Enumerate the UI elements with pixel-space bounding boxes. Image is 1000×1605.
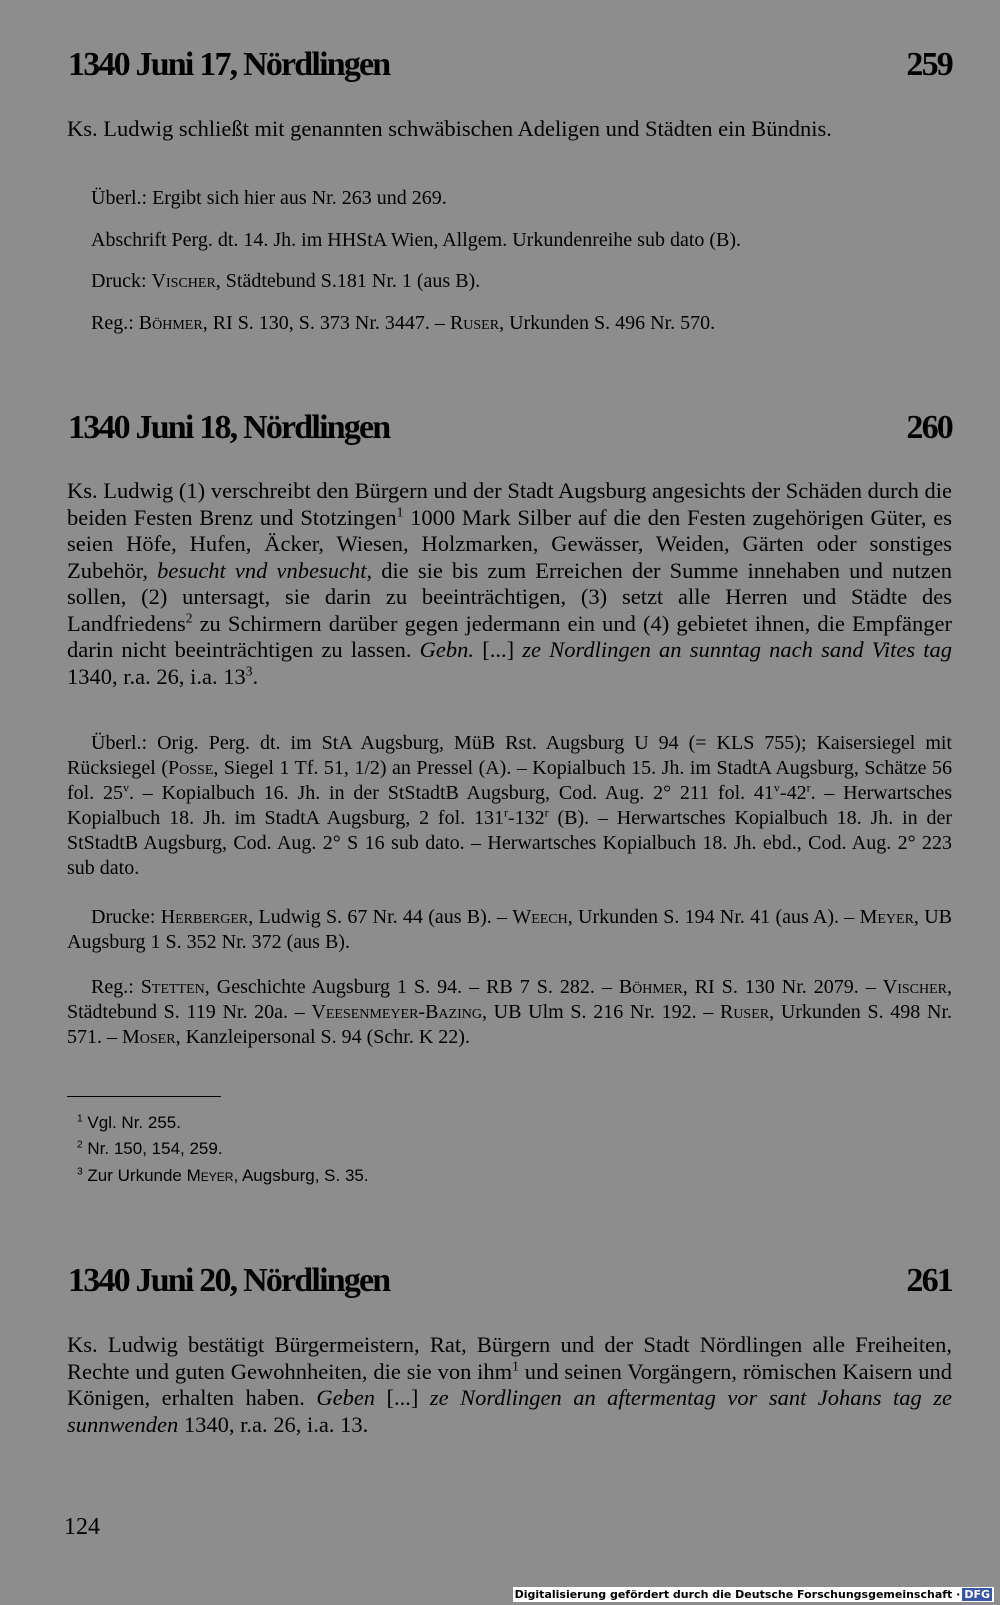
digitization-credit [513,1587,994,1602]
text: 1000 Mark Silber auf die den Festen zugehörigen Güter, es seien Höfe, Hufen, Äcker, Wiesen, Holzmarken, Gewässer, Weiden, Gärten oder sonstiges Zubehör, [67,504,953,583]
text: . – Kopialbuch 16. Jh. in der StStadtB Augsburg, Cod. Aug. 2° 211 fol. 41 [129,782,774,804]
quote: ze Nordlingen an sunntag nach sand Vites tag [522,637,953,662]
entry-259-abschrift: Abschrift Perg. dt. 14. Jh. im HHStA Wien, Allgem. Urkundenreihe sub dato (B). [91,229,742,251]
entry-number: 259 [906,46,952,83]
author: Veesenmeyer-Bazing [311,1001,482,1023]
author: Moser [122,1026,176,1048]
footnote-2 [77,1139,223,1159]
entry-date-place: 1340 Juni 18, Nördlingen [68,409,390,446]
author: Vischer [151,270,216,292]
entry-260-uberlieferung [67,731,952,881]
author: Ruser [449,312,500,334]
entry-260-summary [67,478,952,690]
footnote-ref: 1 [396,504,404,519]
footnote-number: 1 [77,1113,83,1125]
text: Überl.: Orig. Perg. dt. im StA Augsburg, MüB Rst. Augsburg U 94 (= KLS 755); Kaisersiegel mit Rücksiegel ( [67,732,952,779]
text: und seinen Vorgängern, römischen Kaisern und Königen, erhalten haben. [67,1358,952,1410]
text: . – Herwartsches Kopialbuch 18. Jh. im StadtA Augsburg, 2 fol. 131 [67,782,953,829]
text: Ks. Ludwig (1) verschreibt den Bürgern und der Stadt Augsburg angesichts der Schäden durch die beiden Festen Brenz und Stotzingen [67,478,952,530]
author: Ruser [719,1001,770,1023]
text: [...] [375,1385,430,1410]
citation: , Urkunden S. 496 Nr. 570. [499,312,716,334]
folio-side: v [773,780,780,795]
footnote-text: Zur Urkunde [87,1166,187,1185]
footnote-number: 3 [77,1166,83,1178]
text: zu Schirmern darüber gegen jedermann ein und (4) gebietet ihnen, die Empfänger darin nicht beeinträchtigen zu lassen. [67,610,952,662]
text: -132 [507,807,545,829]
citation: , RI S. 130 Nr. 2079. – [682,976,883,998]
text: (B). – Herwartsches Kopialbuch 18. Jh. in der StStadtB Augsburg, Cod. Aug. 2° S 16 sub dato. – Herwartsches Kopialbuch 18. Jh. ebd., Cod. Aug. 2° 223 sub dato. [67,807,952,879]
quote: Geben [316,1385,376,1410]
entry-number: 261 [906,1262,952,1299]
text: -42 [779,782,807,804]
author: Böhmer [138,312,203,334]
citation: , UB Augsburg 1 S. 352 Nr. 372 (aus B). [67,906,952,953]
footnote-text: , Augsburg, S. 35. [233,1166,369,1185]
entry-261-heading [68,1262,952,1300]
text: 1340, r.a. 26, i.a. 13. [178,1411,369,1437]
entry-date-place: 1340 Juni 20, Nördlingen [68,1262,390,1299]
footnote-ref: 2 [185,610,193,625]
footnote-rule [67,1096,221,1097]
entry-260-regesten [67,975,952,1050]
footnote-1 [77,1113,181,1133]
folio-side: r [503,805,508,820]
citation: , Urkunden S. 498 Nr. 571. – [67,1001,953,1048]
citation: , RI S. 130, S. 373 Nr. 3447. – [202,312,450,334]
author: Herberger [160,906,249,928]
label: Reg.: [91,976,141,998]
label: Druck: [91,270,152,292]
folio-side: r [544,805,549,820]
entry-date-place: 1340 Juni 17, Nördlingen [68,46,390,83]
citation: , Urkunden S. 194 Nr. 41 (aus A). – [567,906,860,928]
author: Stetten [140,976,205,998]
text: [...] [474,637,523,662]
credit-text: Digitalisierung gefördert durch die Deutsche Forschungsgemeinschaft · [514,1588,961,1601]
footnote-ref: 1 [512,1358,519,1373]
quote: Gebn. [419,637,475,662]
citation: , Städtebund S.181 Nr. 1 (aus B). [215,270,481,292]
folio-side: v [123,780,130,795]
entry-259-uberlieferung: Überl.: Ergibt sich hier aus Nr. 263 und 269. [91,187,447,209]
entry-259-heading [68,46,952,84]
citation: , UB Ulm S. 216 Nr. 192. – [481,1001,720,1023]
text: , Siegel 1 Tf. 51, 1/2) an Pressel (A). – Kopialbuch 15. Jh. im StadtA Augsburg, Schätze 56 fol. 25 [67,757,953,804]
footnote-ref: 3 [245,663,253,678]
citation: , Ludwig S. 67 Nr. 44 (aus B). – [248,906,513,928]
entry-261-summary [67,1332,952,1438]
citation: , Geschichte Augsburg 1 S. 94. – RB 7 S. 282. – [204,976,619,998]
footnote-3 [77,1166,369,1186]
entry-260-heading [68,409,952,447]
entry-259-summary: Ks. Ludwig schließt mit genannten schwäbischen Adeligen und Städten ein Bündnis. [67,116,832,141]
author: Meyer [859,906,914,928]
author: Böhmer [618,976,683,998]
quote: ze Nordlingen an aftermentag vor sant Johans tag ze sunnwenden [67,1385,952,1437]
entry-number: 260 [906,409,952,446]
text: , die sie bis zum Erreichen der Summe innehaben und nutzen sollen, (2) untersagt, sie darin zu beeinträchtigen, (3) setzt alle Herren und Städte des Landfriedens [67,557,952,636]
author: Meyer [186,1166,234,1185]
author: Posse [168,757,214,779]
footnote-text: Nr. 150, 154, 259. [87,1139,223,1158]
footnote-number: 2 [77,1139,83,1151]
author: Vischer [882,976,947,998]
citation: , Kanzleipersonal S. 94 (Schr. K 22). [175,1026,470,1048]
dfg-logo: DFG [964,1588,990,1601]
text: Ks. Ludwig bestätigt Bürgermeistern, Rat, Bürgern und der Stadt Nördlingen alle Freiheiten, Rechte und guten Gewohnheiten, die sie von ihm [67,1332,952,1384]
citation: , Städtebund S. 119 Nr. 20a. – [67,976,952,1023]
label: Reg.: [91,312,139,334]
folio-side: r [806,780,811,795]
entry-259-regesten [91,311,715,335]
footnote-text: Vgl. Nr. 255. [87,1113,181,1132]
label: Drucke: [91,906,161,928]
text: . [252,663,259,689]
page-number: 124 [64,1514,100,1540]
entry-260-drucke [67,905,952,955]
entry-259-druck [91,269,480,293]
author: Weech [512,906,568,928]
quote: besucht vnd vnbesucht [157,557,367,583]
text: 1340, r.a. 26, i.a. 13 [67,663,246,689]
